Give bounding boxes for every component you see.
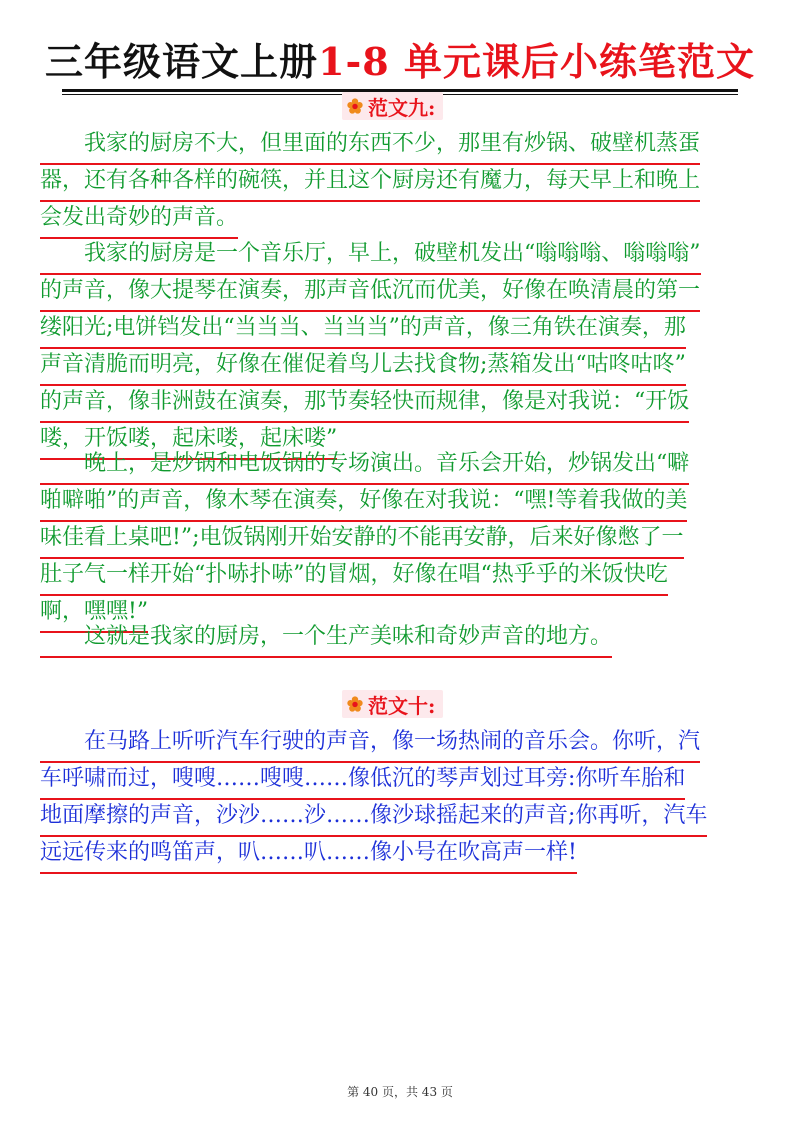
title-part2: 1-8 单元课后小练笔范文 [318, 39, 755, 84]
text-line: 器，还有各种各样的碗筷，并且这个厨房还有魔力，每天早上和晚上 [40, 164, 700, 202]
text-line: 车呼啸而过，嗖嗖……嗖嗖……像低沉的琴声划过耳旁:你听车胎和 [40, 762, 685, 800]
title-part1: 三年级语文上册 [45, 39, 319, 84]
text-line: 喽，开饭喽，起床喽，起床喽” [40, 422, 337, 460]
text-line: 味佳看上桌吧!”;电饭锅刚开始安静的不能再安静，后来好像憋了一 [40, 521, 684, 559]
text-line: 肚子气一样开始“扑哧扑哧”的冒烟，好像在唱“热乎乎的米饭快吃 [40, 558, 668, 596]
text-line: 我家的厨房是一个音乐厅，早上，破壁机发出“嗡嗡嗡、嗡嗡嗡” [40, 237, 701, 275]
section-10-header [342, 690, 443, 718]
text-line: 的声音，像大提琴在演奏，那声音低沉而优美，好像在唤清晨的第一 [40, 274, 700, 312]
text-line: 远远传来的鸣笛声，叭……叭……像小号在吹高声一样! [40, 836, 577, 874]
section-10-label: 范文十: [368, 693, 436, 718]
text-line: 在马路上听听汽车行驶的声音，像一场热闹的音乐会。你听，汽 [40, 725, 700, 763]
text-line: 缕阳光;电饼铛发出“当当当、当当当”的声音，像三角铁在演奏，那 [40, 311, 686, 349]
text-line: 啪噼啪”的声音，像木琴在演奏，好像在对我说：“嘿!等着我做的美 [40, 484, 687, 522]
text-line: 地面摩擦的声音，沙沙……沙……像沙球摇起来的声音;你再听，汽车 [40, 799, 707, 837]
flower-icon [346, 695, 364, 713]
text-line: 啊，嘿嘿!” [40, 595, 148, 633]
text-line: 声音清脆而明亮，好像在催促着鸟儿去找食物;蒸箱发出“咕咚咕咚” [40, 348, 686, 386]
section-9-label: 范文九: [368, 95, 436, 120]
flower-icon [346, 97, 364, 115]
text-line: 的声音，像非洲鼓在演奏，那节奏轻快而规律，像是对我说：“开饭 [40, 385, 689, 423]
page-title [0, 38, 800, 86]
text-line: 会发出奇妙的声音。 [40, 201, 238, 239]
page-footer: 第 40 页，共 43 页 [347, 1085, 453, 1099]
section-9-header [342, 92, 443, 120]
text-line: 我家的厨房不大，但里面的东西不少，那里有炒锅、破壁机蒸蛋 [40, 127, 700, 165]
text-line: 晚上，是炒锅和电饭锅的专场演出。音乐会开始，炒锅发出“噼 [40, 447, 689, 485]
text-line: 这就是我家的厨房，一个生产美味和奇妙声音的地方。 [40, 620, 612, 658]
